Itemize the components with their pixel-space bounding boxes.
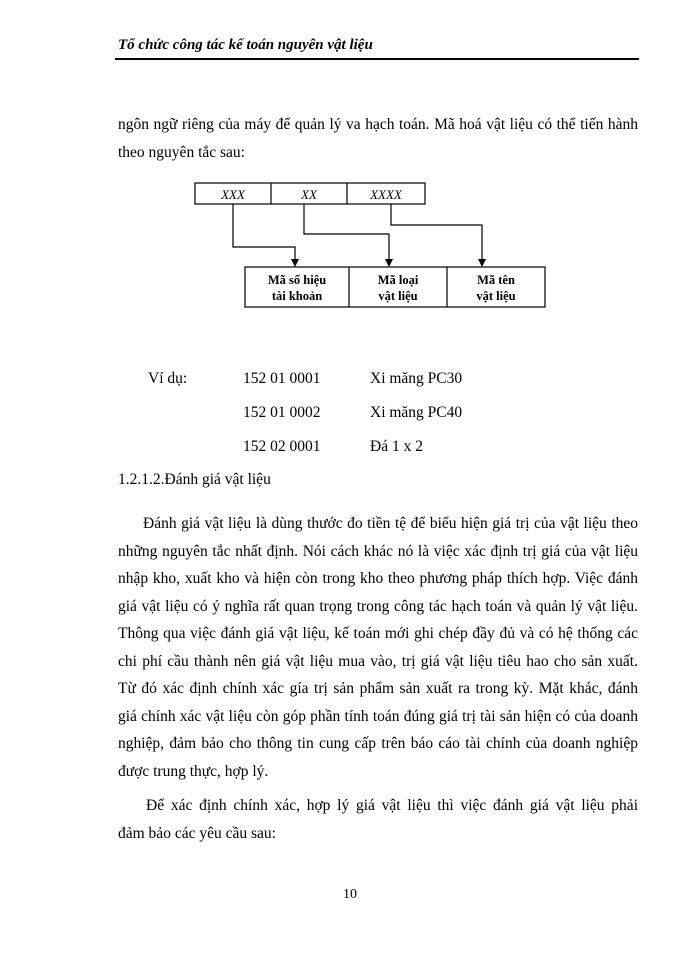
example-label: Ví dụ: [148, 370, 188, 387]
running-header: Tổ chức công tác kế toán nguyên vật liệu [118, 37, 373, 53]
page-number: 10 [343, 887, 357, 902]
code-segment-name: XXXX [370, 187, 402, 202]
code-segment-type: XX [301, 187, 317, 202]
text-line: giá chính xác vật liệu còn góp phần tính toán đúng giá trị tài sản hiện có của doanh [118, 707, 638, 725]
example-code: 152 02 0001 [243, 438, 321, 455]
example-code: 152 01 0001 [243, 370, 321, 387]
body-paragraph-2 [118, 792, 638, 847]
text-line: nhập kho, xuất kho và hiện còn trong kho theo phương pháp thích hợp. Việc đánh [118, 570, 638, 587]
text-line: Để xác định chính xác, hợp lý giá vật liệu thì việc đánh giá vật liệu phải [146, 797, 638, 814]
connector-arrow-1 [233, 204, 295, 260]
text-line: theo nguyên tắc sau: [118, 143, 245, 161]
arrowhead-icon [478, 259, 486, 267]
text-line: Thông qua việc đánh giá vật liệu, kế toán mới ghi chép đầy đủ và có hệ thống các [118, 625, 638, 642]
meaning-account-line1: Mã số hiệu [267, 273, 327, 287]
text-line: chi phí cầu thành nên giá vật liệu mua vào, trị giá vật liệu tiêu hao cho sản xuất. [118, 652, 638, 670]
text-line: được trung thực, hợp lý. [118, 762, 269, 780]
meaning-name-line2: vật liệu [476, 289, 516, 303]
section-heading: 1.2.1.2.Đánh giá vật liệu [118, 471, 271, 488]
text-line: Đánh giá vật liệu là dùng thước đo tiền tệ để biểu hiện giá trị của vật liệu theo [143, 515, 638, 532]
text-line: những nguyên tắc nhất định. Nói cách khác nó là việc xác định trị giá của vật liệu [118, 542, 638, 560]
example-name: Xi măng PC40 [370, 404, 463, 421]
example-name: Xi măng PC30 [370, 370, 463, 387]
text-line: giá vật liệu có ý nghĩa rất quan trọng trong công tác hạch toán và quản lý vật liệu. [118, 597, 638, 615]
arrowhead-icon [385, 259, 393, 267]
connector-arrow-2 [304, 204, 389, 260]
text-line: Từ đó xác định chính xác gía trị sản phẩm sản xuất ra trong kỳ. Mặt khác, đánh [118, 680, 638, 697]
example-code: 152 01 0002 [243, 404, 321, 421]
example-name: Đá 1 x 2 [370, 438, 423, 455]
text-line: đảm bảo các yêu cầu sau: [118, 824, 276, 842]
connector-arrow-3 [391, 204, 482, 260]
body-paragraph-1 [118, 510, 638, 785]
meaning-account-line2: tài khoản [271, 289, 323, 303]
text-line: ngôn ngữ riêng của máy để quản lý va hạch toán. Mã hoá vật liệu có thể tiến hành [118, 116, 638, 133]
meaning-type-line1: Mã loại [377, 273, 419, 287]
text-line: nghiệp, đảm bảo cho thông tin cung cấp trên báo cáo tài chính của doanh nghiệp [118, 735, 638, 752]
code-segment-account: XXX [221, 187, 245, 202]
arrowhead-icon [291, 259, 299, 267]
meaning-type-line2: vật liệu [378, 289, 418, 303]
meaning-name-line1: Mã tên [477, 273, 515, 287]
